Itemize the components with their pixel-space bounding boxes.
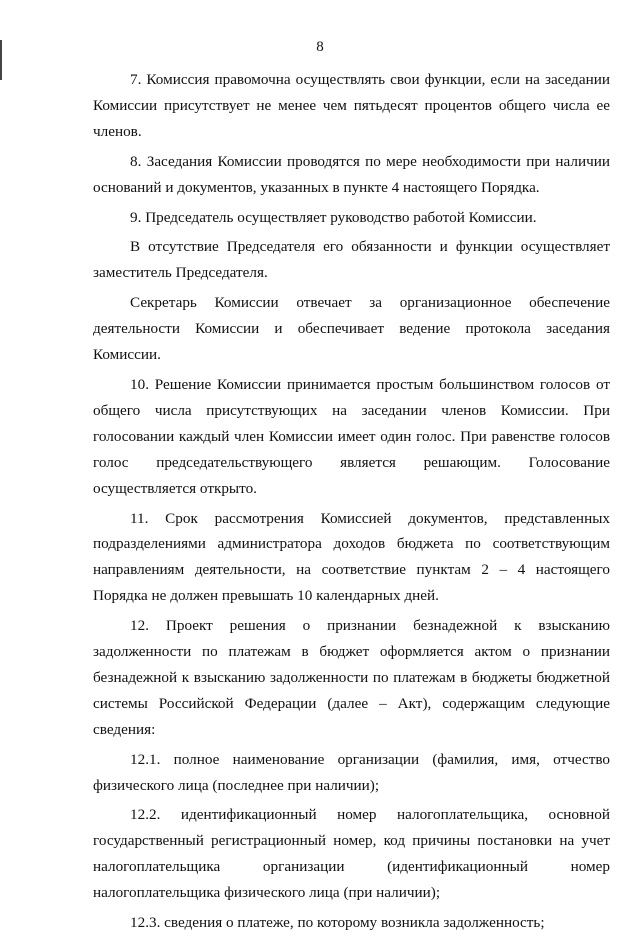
paragraph-9-deputy: В отсутствие Председателя его обязанности и функции осуществляет заместитель Председателя. [93, 238, 610, 282]
document-body [93, 67, 610, 936]
paragraph-12-3: 12.3. сведения о платеже, по которому возникла задолженность; [130, 914, 545, 932]
paragraph-7: 7. Комиссия правомочна осуществлять свои функции, если на заседании Комиссии присутствует не менее чем пятьдесят процентов общего числа ее членов. [93, 71, 610, 140]
paragraph-9-secretary: Секретарь Комиссии отвечает за организационное обеспечение деятельности Комиссии и обеспечивает ведение протокола заседания Комиссии. [93, 294, 610, 364]
paragraph-12-2: 12.2. идентификационный номер налогоплательщика, основной государственный регистрационный номер, код причины постановки на учет налогоплательщика организации (идентификационный номер налогоплательщика физического лица (при наличии); [93, 806, 610, 902]
paragraph-11: 11. Срок рассмотрения Комиссией документов, представленных подразделениями администратора доходов бюджета по соответствующим направлениям деятельности, на соответствие пунктам 2 – 4 настоящего Порядка не должен превышать 10 календарных дней. [93, 509, 610, 605]
page-number: 8 [316, 39, 324, 55]
paragraph-8: 8. Заседания Комиссии проводятся по мере необходимости при наличии оснований и документов, указанных в пункте 4 настоящего Порядка. [93, 152, 610, 196]
paragraph-10: 10. Решение Комиссии принимается простым большинством голосов от общего числа присутствующих на заседании членов Комиссии. При голосовании каждый член Комиссии имеет один голос. При равенстве голосов голос председательствующего является решающим. Голосование осуществляется открыто. [93, 375, 610, 497]
paragraph-12: 12. Проект решения о признании безнадежной к взысканию задолженности по платежам в бюджет оформляется актом о признании безнадежной к взысканию задолженности по платежам в бюджеты бюджетной системы Российской Федерации (далее – Акт), содержащим следующие сведения: [93, 617, 610, 738]
paragraph-9: 9. Председатель осуществляет руководство работой Комиссии. [130, 208, 537, 226]
paragraph-12-1: 12.1. полное наименование организации (фамилия, имя, отчество физического лица (последнее при наличии); [93, 750, 610, 794]
